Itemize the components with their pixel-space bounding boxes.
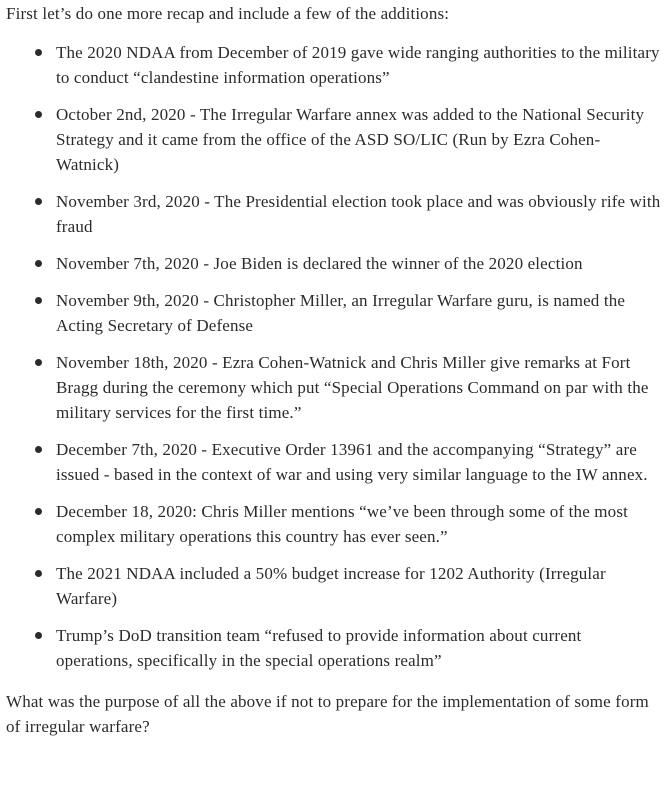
list-item bbox=[6, 350, 662, 425]
list-item-text: November 18th, 2020 - Ezra Cohen-Watnick and Chris Miller give remarks at Fort Bragg during the ceremony which put “Special Operations Command on par with the military services for the first time.” bbox=[56, 353, 649, 422]
list-item bbox=[6, 40, 662, 90]
list-item-text: November 9th, 2020 - Christopher Miller, an Irregular Warfare guru, is named the Acting Secretary of Defense bbox=[56, 291, 626, 335]
list-item bbox=[6, 288, 662, 338]
list-item-text: The 2020 NDAA from December of 2019 gave wide ranging authorities to the military to conduct “clandestine information operations” bbox=[56, 43, 660, 87]
bullet-icon bbox=[35, 260, 42, 267]
bullet-icon bbox=[35, 508, 42, 515]
list-item-text: November 7th, 2020 - Joe Biden is declared the winner of the 2020 election bbox=[56, 254, 583, 273]
bullet-icon bbox=[35, 570, 42, 577]
bullet-icon bbox=[35, 446, 42, 453]
list-item-text: October 2nd, 2020 - The Irregular Warfare annex was added to the National Security Strategy and it came from the office of the ASD SO/LIC (Run by Ezra Cohen-Watnick) bbox=[56, 105, 645, 174]
list-item bbox=[6, 437, 662, 487]
recap-list bbox=[6, 40, 662, 673]
list-item-text: November 3rd, 2020 - The Presidential election took place and was obviously rife with fraud bbox=[56, 192, 661, 236]
list-item bbox=[6, 189, 662, 239]
bullet-icon bbox=[35, 359, 42, 366]
bullet-icon bbox=[35, 632, 42, 639]
closing-paragraph: What was the purpose of all the above if not to prepare for the implementation of some form of irregular warfare? bbox=[6, 692, 649, 736]
bullet-icon bbox=[35, 111, 42, 118]
list-item bbox=[6, 251, 662, 276]
list-item-text: Trump’s DoD transition team “refused to provide information about current operations, specifically in the special operations realm” bbox=[56, 626, 582, 670]
list-item bbox=[6, 623, 662, 673]
list-item bbox=[6, 102, 662, 177]
list-item bbox=[6, 499, 662, 549]
bullet-icon bbox=[35, 49, 42, 56]
list-item-text: December 18, 2020: Chris Miller mentions “we’ve been through some of the most complex military operations this country has ever seen.” bbox=[56, 502, 628, 546]
list-item bbox=[6, 561, 662, 611]
list-item-text: The 2021 NDAA included a 50% budget increase for 1202 Authority (Irregular Warfare) bbox=[56, 564, 606, 608]
intro-paragraph: First let’s do one more recap and include a few of the additions: bbox=[6, 4, 450, 23]
bullet-icon bbox=[35, 198, 42, 205]
bullet-icon bbox=[35, 297, 42, 304]
list-item-text: December 7th, 2020 - Executive Order 13961 and the accompanying “Strategy” are issued - based in the context of war and using very similar language to the IW annex. bbox=[56, 440, 648, 484]
